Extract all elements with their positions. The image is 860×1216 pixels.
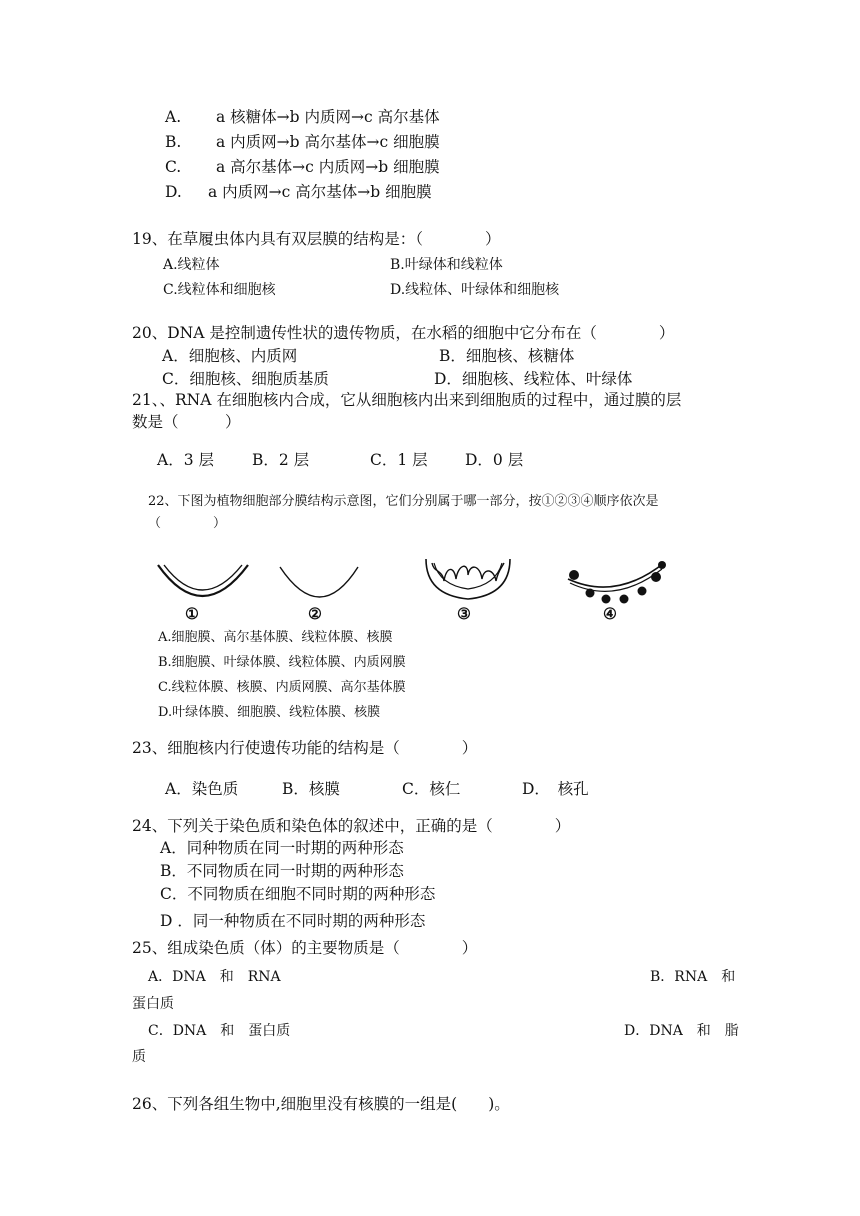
membrane-1-double-layer bbox=[158, 565, 248, 596]
q25-option-b-line1: B．RNA 和 bbox=[650, 969, 736, 985]
membrane-2-single-layer bbox=[280, 567, 358, 597]
membrane-4-ribosomes bbox=[568, 561, 666, 604]
q18-option-c-text: a 高尔基体→c 内质网→b 细胞膜 bbox=[216, 158, 440, 176]
q19-option-b: B.叶绿体和线粒体 bbox=[390, 257, 503, 273]
q25-option-a: A．DNA 和 RNA bbox=[148, 969, 281, 985]
q25-option-c: C．DNA 和 蛋白质 bbox=[148, 1023, 291, 1039]
q22-option-b: B.细胞膜、叶绿体膜、线粒体膜、内质网膜 bbox=[158, 655, 406, 670]
q21-option-c: C．1 层 bbox=[370, 451, 428, 469]
q25-option-d-line1: D．DNA 和 脂 bbox=[624, 1023, 739, 1039]
q18-option-b-text: a 内质网→b 高尔基体→c 细胞膜 bbox=[216, 133, 440, 151]
q21-stem-line2: 数是（ ） bbox=[132, 413, 241, 431]
q18-option-d-letter: D. bbox=[165, 183, 182, 201]
q26-stem: 26、下列各组生物中,细胞里没有核膜的一组是( )。 bbox=[132, 1095, 510, 1113]
figure-label-4: ④ bbox=[603, 604, 617, 623]
q25-option-d-line2: 质 bbox=[132, 1049, 146, 1065]
q20-option-c: C．细胞核、细胞质基质 bbox=[162, 370, 329, 388]
q24-option-b: B．不同物质在同一时期的两种形态 bbox=[160, 862, 404, 880]
q19-option-d: D.线粒体、叶绿体和细胞核 bbox=[390, 282, 560, 298]
q21-option-a: A．3 层 bbox=[157, 451, 214, 469]
q20-option-b: B．细胞核、核糖体 bbox=[439, 347, 575, 365]
q21-stem-line1: 21、、RNA 在细胞核内合成，它从细胞核内出来到细胞质的过程中，通过膜的层 bbox=[132, 391, 682, 409]
q21-option-b: B．2 层 bbox=[252, 451, 310, 469]
q22-option-d: D.叶绿体膜、细胞膜、线粒体膜、核膜 bbox=[158, 705, 381, 720]
q19-option-a: A.线粒体 bbox=[163, 257, 220, 273]
membrane-figure bbox=[150, 555, 680, 630]
q19-stem: 19、在草履虫体内具有双层膜的结构是：（ ） bbox=[132, 230, 501, 248]
q24-option-a: A．同种物质在同一时期的两种形态 bbox=[160, 839, 404, 857]
q23-option-b: B．核膜 bbox=[282, 780, 340, 798]
q23-option-d: D． 核孔 bbox=[522, 780, 589, 798]
q23-option-a: A．染色质 bbox=[165, 780, 239, 798]
q24-stem: 24、下列关于染色质和染色体的叙述中，正确的是（ ） bbox=[132, 817, 571, 835]
q23-stem: 23、细胞核内行使遗传功能的结构是（ ） bbox=[132, 739, 478, 757]
membrane-3-cristae bbox=[426, 559, 510, 599]
q20-option-d: D．细胞核、线粒体、叶绿体 bbox=[434, 370, 633, 388]
q19-option-c: C.线粒体和细胞核 bbox=[163, 282, 276, 298]
q23-option-c: C．核仁 bbox=[402, 780, 461, 798]
q18-option-b-letter: B. bbox=[165, 133, 182, 151]
figure-label-3: ③ bbox=[457, 604, 471, 623]
figure-label-2: ② bbox=[308, 604, 322, 623]
q25-stem: 25、组成染色质（体）的主要物质是（ ） bbox=[132, 939, 478, 957]
q24-option-d: D ．同一种物质在不同时期的两种形态 bbox=[160, 912, 426, 930]
q25-option-b-line2: 蛋白质 bbox=[132, 996, 174, 1012]
q20-stem: 20、DNA 是控制遗传性状的遗传物质，在水稻的细胞中它分布在（ ） bbox=[132, 324, 675, 342]
q21-option-d: D．0 层 bbox=[465, 451, 524, 469]
q18-option-c-letter: C. bbox=[165, 158, 182, 176]
q18-option-a-letter: A. bbox=[165, 108, 182, 126]
q22-option-c: C.线粒体膜、核膜、内质网膜、高尔基体膜 bbox=[158, 680, 406, 695]
q20-option-a: A．细胞核、内质网 bbox=[162, 347, 298, 365]
q22-stem-line2: （ ） bbox=[148, 516, 227, 531]
q22-option-a: A.细胞膜、高尔基体膜、线粒体膜、核膜 bbox=[158, 630, 393, 645]
figure-label-1: ① bbox=[185, 604, 199, 623]
q18-option-d-text: a 内质网→c 高尔基体→b 细胞膜 bbox=[208, 183, 432, 201]
q24-option-c: C．不同物质在细胞不同时期的两种形态 bbox=[160, 885, 436, 903]
q18-option-a-text: a 核糖体→b 内质网→c 高尔基体 bbox=[216, 108, 440, 126]
q22-stem-line1: 22、下图为植物细胞部分膜结构示意图，它们分别属于哪一部分，按①②③④顺序依次是 bbox=[148, 494, 659, 509]
